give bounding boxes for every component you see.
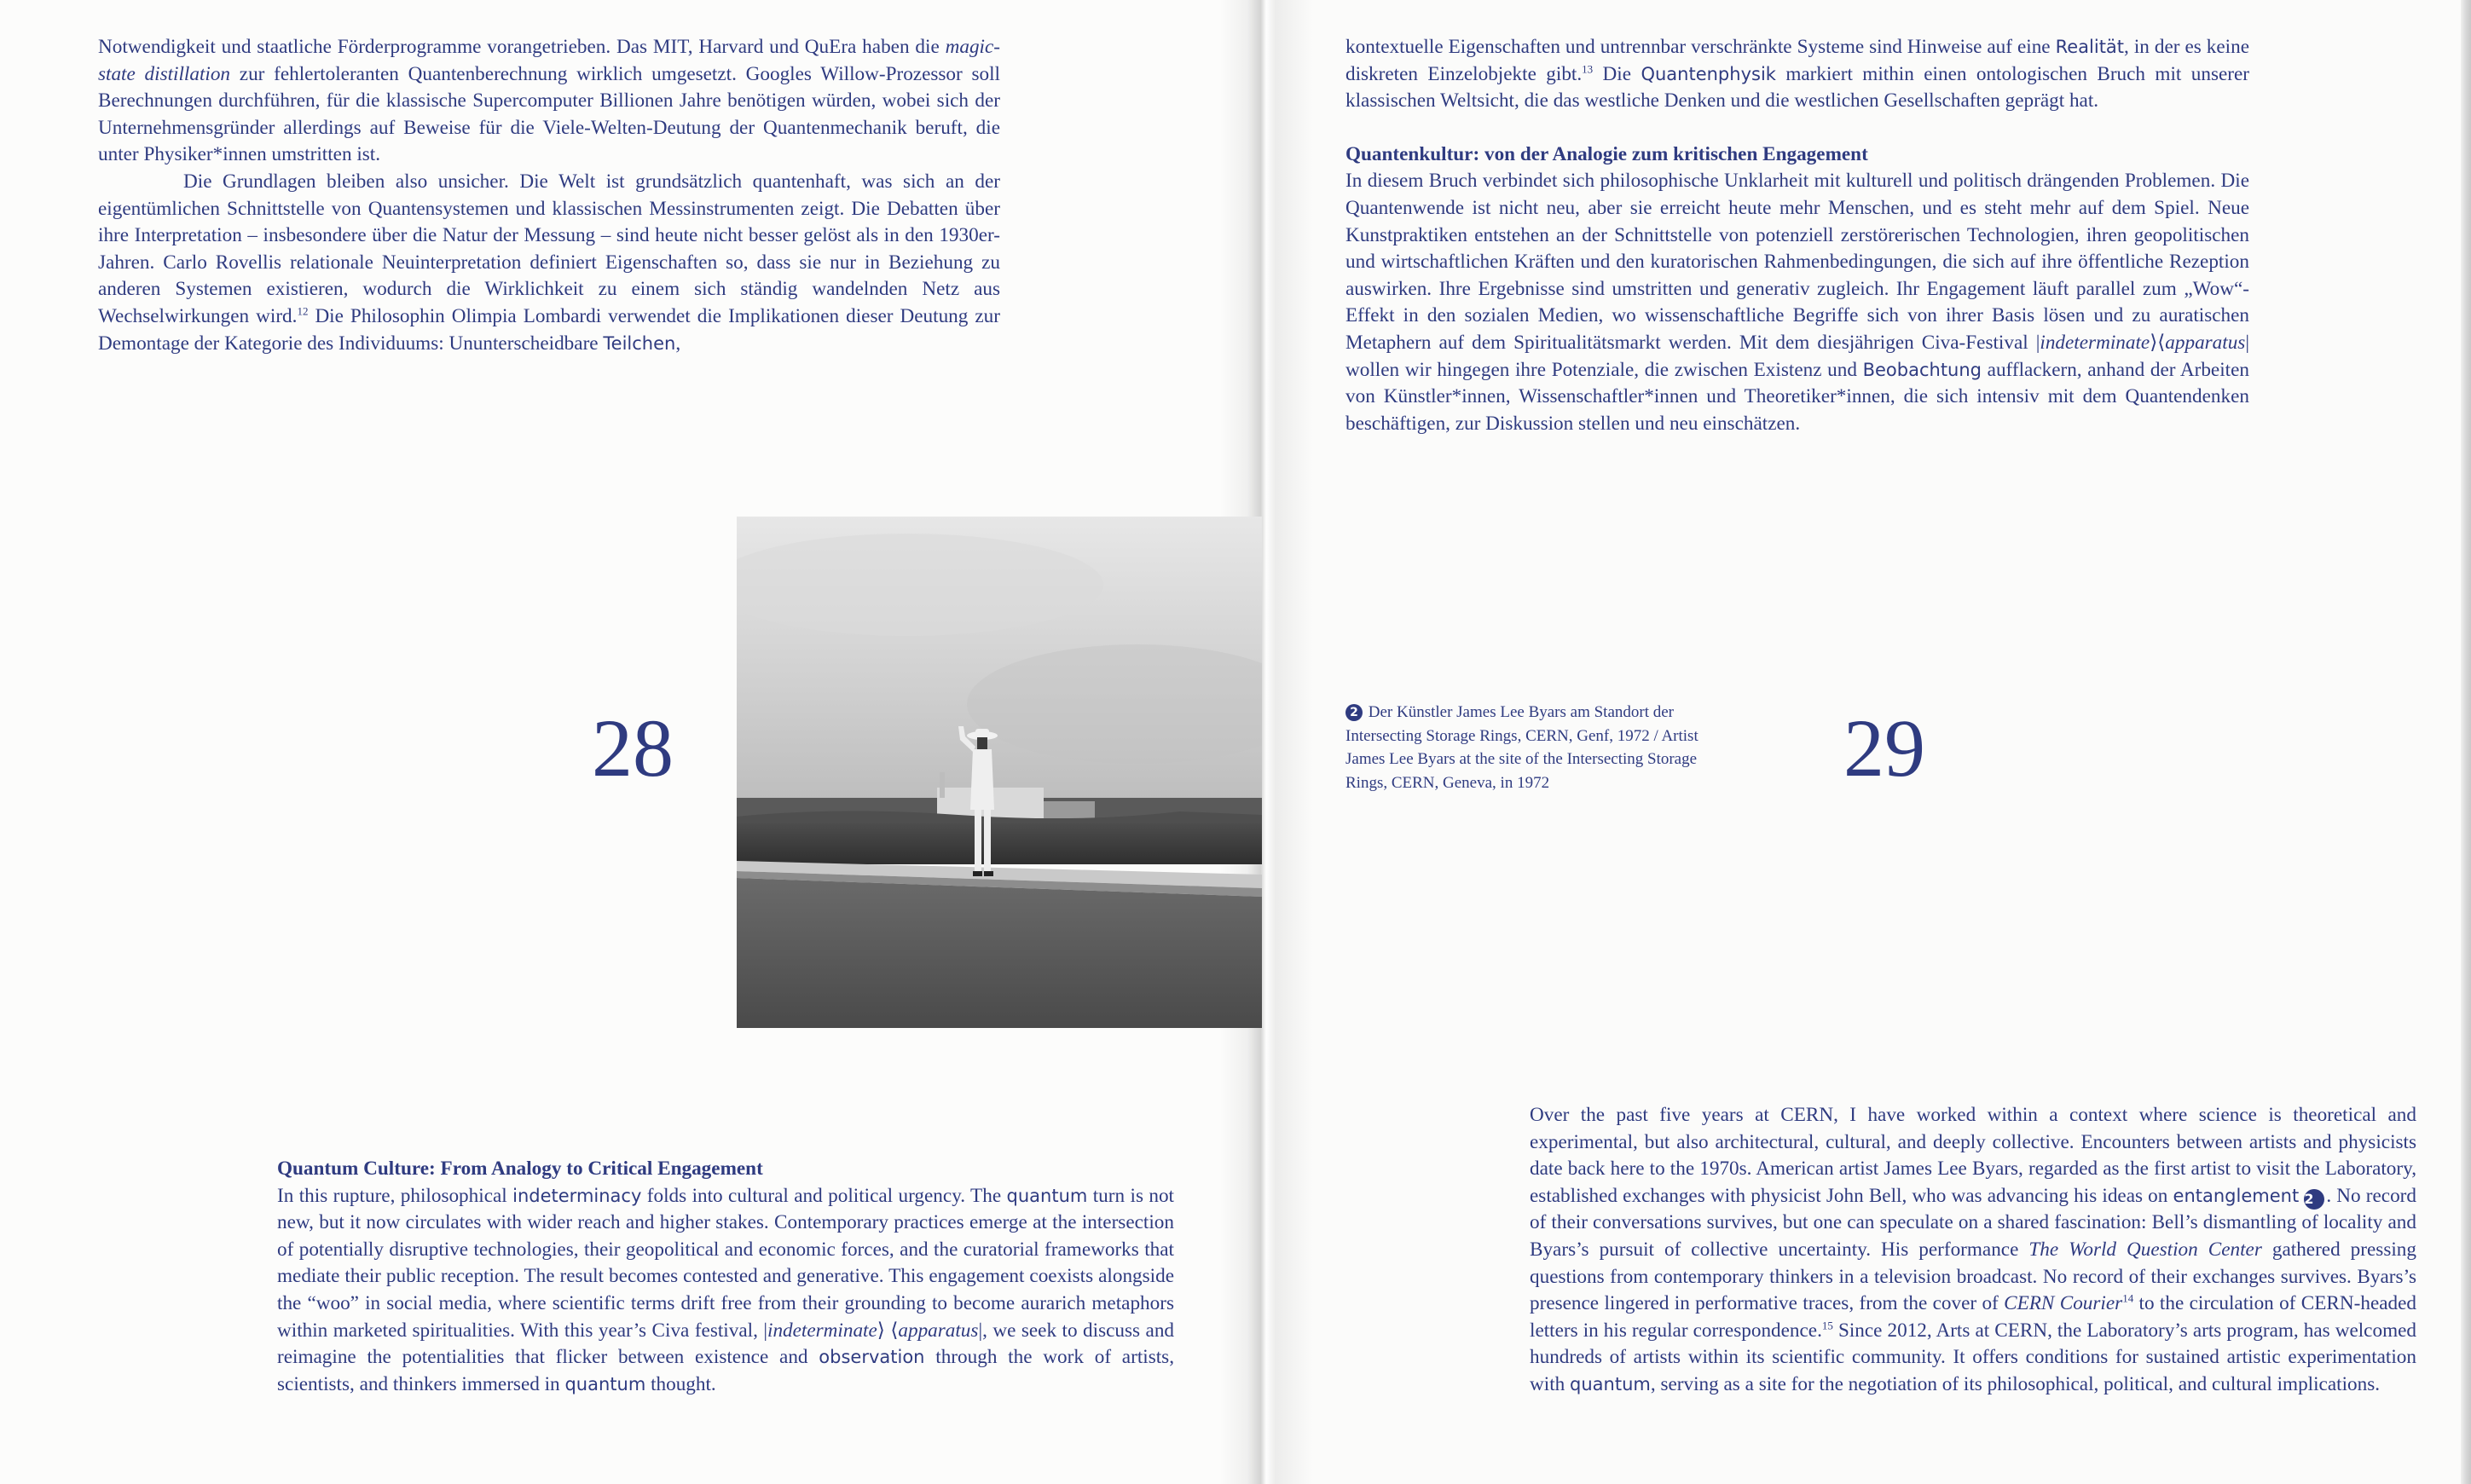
footnote-ref[interactable]: 13 — [1582, 61, 1594, 75]
text-run: turn is not new, but it now circulates with wider reach and higher stakes. Contemporary practices emerge at the intersection of potentially disruptive technologies, their geopolitical and economic forces, and the curatorial frameworks that mediate their public reception. The result becomes contested and generative. This engagement coexists alongside the “woo” in social media, where scientific terms drift free from their grounding to become aurarich metaphors within marketed spiritualities. With this year’s Civa festival, | — [277, 1184, 1174, 1342]
italic-term: indeterminate — [767, 1319, 877, 1342]
right-paragraph-2 — [1345, 168, 2249, 437]
page-number-left: 28 — [592, 702, 674, 794]
caption-text: Der Künstler James Lee Byars am Standort der Intersecting Storage Rings, CERN, Genf, 1972 / Artist James Lee Byars at the site of the Intersecting Storage Rings, CERN, Geneva, in 1972 — [1345, 703, 1698, 792]
text-run: Notwendigkeit und staatliche Förderprogramme vorangetrieben. Das MIT, Harvard und QuEra haben die — [98, 36, 946, 58]
text-run: ⟩⟨ — [2150, 331, 2166, 354]
right-bottom-paragraph — [1530, 1102, 2416, 1399]
text-run: folds into cultural and political urgency. The — [641, 1184, 1007, 1207]
section-heading-en: Quantum Culture: From Analogy to Critical Engagement — [277, 1158, 763, 1180]
photo-image — [737, 517, 1262, 1028]
figure-marker-icon: 2 — [1345, 704, 1363, 721]
right-paragraph-1 — [1345, 34, 2249, 115]
keyword: quantum — [1006, 1185, 1088, 1206]
keyword: quantum — [1570, 1373, 1651, 1394]
text-run: gathered pressing questions from contemporary thinkers in a television broadcast. No record of their exchanges survives. Byars’s presence lingered in performative traces, from the cover of — [1530, 1238, 2416, 1315]
spacer — [1345, 115, 2249, 141]
italic-term: magic-state distillation — [98, 36, 1000, 85]
text-run: Since 2012, Arts at CERN, the Laboratory’s arts program, has welcomed hundreds of artists within its scientific community. It offers conditions for sustained artistic experimentation with — [1530, 1319, 2416, 1395]
text-run: Die Philosophin Olimpia Lombardi verwendet die Implikationen dieser Deutung zur Demontage der Kategorie des Individuums: Ununterscheidbare — [98, 304, 1000, 355]
right-page — [1260, 0, 2471, 1484]
footnote-ref[interactable]: 15 — [1821, 1319, 1833, 1332]
keyword: Quantenphysik — [1641, 63, 1776, 84]
text-run: Die — [1593, 62, 1641, 85]
text-run: to the circulation of CERN-headed letters in his regular correspondence. — [1530, 1292, 2417, 1342]
figure-marker-icon[interactable]: 2 — [2304, 1189, 2324, 1210]
keyword: observation — [819, 1347, 925, 1368]
left-paragraph-1 — [98, 34, 1000, 169]
text-run: aufflackern, anhand der Arbeiten von Künstler*innen, Wissenschaftler*innen und Theoretiker*innen, die sich intensiv mit dem Quantendenken beschäftigen, zur Diskussion stellen und neu einschätzen. — [1345, 358, 2249, 435]
italic-term: apparatus — [2165, 331, 2246, 354]
text-run: Over the past five years at CERN, I have worked within a context where science is theoretical and experimental, but also architectural, cultural, and deeply collective. Encounters between artists and physicists date back here to the 1970s. American artist James Lee Byars, regarded as the first artist to visit the Laboratory, established exchanges with physicist John Bell, who was advancing his ideas on — [1530, 1104, 2416, 1207]
text-run: | wollen wir hingegen ihre Potenziale, die zwischen Existenz und — [1345, 331, 2249, 381]
text-run: ⟩ ⟨ — [877, 1319, 899, 1342]
italic-term: CERN Courier — [2004, 1292, 2123, 1315]
text-run: . No record of their conversations survives, but one can speculate on a shared fascination: Bell’s dismantling of locality and Byars’s pursuit of collective uncertainty. His performance — [1530, 1184, 2417, 1261]
keyword: Realität — [2055, 37, 2125, 57]
text-run: kontextuelle Eigenschaften und untrennbar verschränkte Systeme sind Hinweise auf eine — [1345, 36, 2056, 58]
italic-term: The World Question Center — [2028, 1238, 2262, 1261]
left-top-text — [98, 34, 1000, 357]
text-run: In diesem Bruch verbindet sich philosophische Unklarheit mit kulturell und politisch drängenden Problemen. Die Quantenwende ist nicht neu, aber sie erreicht heute mehr Menschen, und es steht mehr auf dem Spiel. Neue Kunstpraktiken entstehen an der Schnittstelle von potenziell zerstörerischen Technologien, ihren geopolitischen und wirtschaftlichen Kräften und den kuratorischen Rahmenbedingungen, die sich auf ihre öffentliche Rezeption auswirken. Ihre Ergebnisse sind umstritten und generativ zugleich. Ihr Engagement läuft parallel zum „Wow“-Effekt in den sozialen Medien, wo wissenschaftliche Begriffe sich von ihrer Basis lösen und zu auratischen Metaphern auf dem Spiritualitätsmarkt werden. Mit dem diesjährigen Civa-Festival | — [1345, 170, 2249, 354]
text-run: |, we seek to discuss and reimagine the potentialities that flicker between existence and — [277, 1319, 1175, 1369]
keyword: entanglement — [2173, 1185, 2300, 1206]
page-number-right: 29 — [1843, 702, 1925, 794]
photo-caption — [1345, 701, 1704, 794]
text-run: thought. — [645, 1372, 716, 1395]
section-heading-de: Quantenkultur: von der Analogie zum kritischen Engagement — [1345, 142, 1868, 165]
page-edge — [2461, 0, 2471, 1484]
text-run: zur fehlertoleranten Quantenberechnung wirklich umgesetzt. Googles Willow-Prozessor soll Berechnungen durchführen, für die klassische Supercomputer Billionen Jahre benötigen würden, wobei sich der Unternehmensgründer allerdings auf Beweise für die Viele-Welten-Deutung der Quantenmechanik beruft, die unter Physiker*innen umstritten ist. — [98, 62, 1000, 166]
footnote-ref[interactable]: 12 — [297, 304, 309, 318]
left-bottom-paragraph — [277, 1183, 1174, 1399]
footnote-ref[interactable]: 14 — [2122, 1291, 2134, 1305]
keyword: quantum — [564, 1373, 646, 1394]
keyword: indeterminacy — [512, 1185, 642, 1206]
italic-term: apparatus — [898, 1319, 979, 1342]
text-run: In this rupture, philosophical — [277, 1184, 513, 1207]
text-run: , serving as a site for the negotiation of its philosophical, political, and cultural implications. — [1650, 1372, 2381, 1395]
text-run: through the work of artists, scientists, and thinkers immersed in — [277, 1346, 1174, 1395]
left-bottom-text — [277, 1156, 1174, 1398]
artist-photo — [737, 517, 1262, 1028]
italic-term: indeterminate — [2040, 331, 2150, 354]
text-run: , — [675, 332, 681, 355]
left-paragraph-2 — [98, 169, 1000, 357]
right-top-text — [1345, 34, 2249, 437]
keyword: Teilchen — [603, 332, 676, 354]
text-run: markiert mithin einen ontologischen Bruch mit unserer klassischen Weltsicht, die das westliche Denken und die westlichen Gesellschaften geprägt hat. — [1345, 62, 2249, 113]
right-bottom-text — [1530, 1102, 2416, 1399]
text-run: Die Grundlagen bleiben also unsicher. Die Welt ist grundsätzlich quantenhaft, was sich an der eigentümlichen Schnittstelle von Quantensystemen und klassischen Messinstrumenten zeigt. Die Debatten über ihre Interpretation – insbesondere über die Natur der Messung – sind heute nicht besser gelöst als in den 1930er-Jahren. Carlo Rovellis relationale Neuinterpretation definiert Eigenschaften so, dass sie nur in Beziehung zu anderen Systemen existieren, wodurch die Wirklichkeit zu einem sich ständig wandelnden Netz aus Wechselwirkungen wird. — [98, 170, 1000, 327]
keyword: Beobachtung — [1862, 359, 1982, 380]
text-run: , in der es keine diskreten Einzelobjekte gibt. — [1345, 36, 2249, 85]
